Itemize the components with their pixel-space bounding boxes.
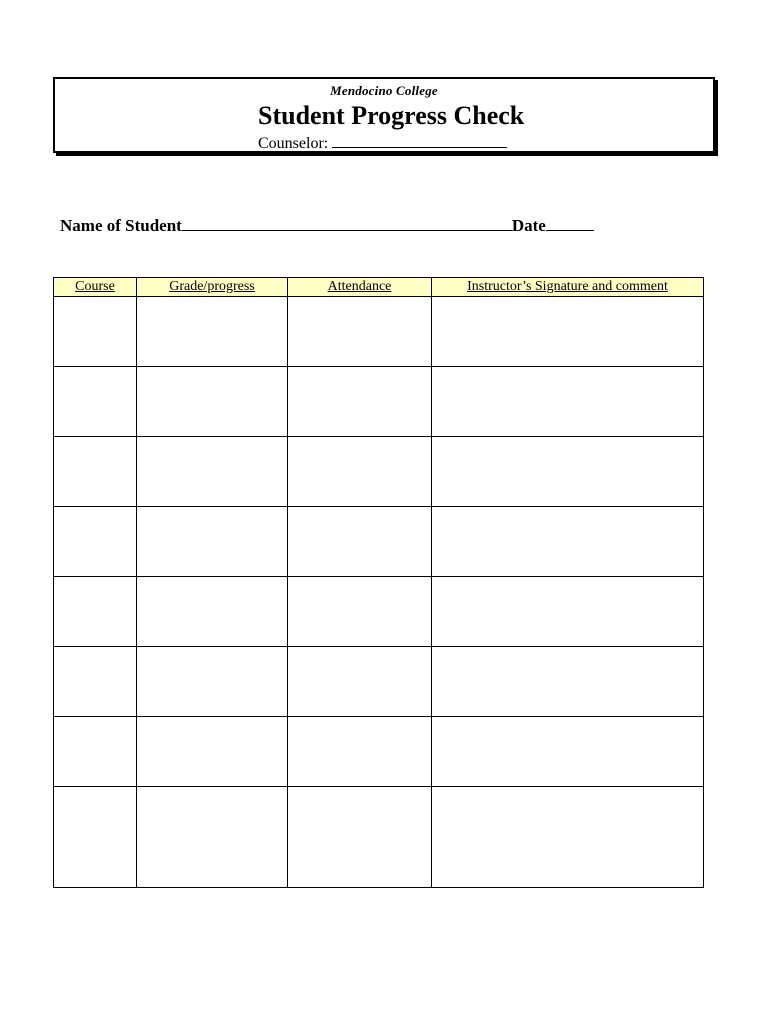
counselor-label: Counselor:: [258, 135, 329, 152]
signature-cell[interactable]: [432, 647, 704, 717]
course-cell[interactable]: [54, 507, 137, 577]
table-row: [54, 437, 704, 507]
table-row: [54, 367, 704, 437]
progress-table: [53, 277, 704, 888]
signature-cell[interactable]: [432, 297, 704, 367]
table-header-row: [54, 278, 704, 297]
table-row: [54, 787, 704, 888]
grade-cell[interactable]: [137, 787, 288, 888]
student-name-blank[interactable]: [182, 216, 512, 231]
attendance-cell[interactable]: [288, 297, 432, 367]
signature-cell[interactable]: [432, 717, 704, 787]
column-header-instructor-signature: Instructor’s Signature and comment: [432, 278, 704, 297]
form-header-box: [53, 77, 715, 153]
signature-cell[interactable]: [432, 507, 704, 577]
student-info-line: [60, 216, 594, 236]
table-row: [54, 297, 704, 367]
course-cell[interactable]: [54, 367, 137, 437]
table-row: [54, 507, 704, 577]
attendance-cell[interactable]: [288, 787, 432, 888]
counselor-field: [258, 134, 507, 153]
counselor-blank[interactable]: [332, 134, 507, 148]
course-cell[interactable]: [54, 297, 137, 367]
column-header-attendance: Attendance: [288, 278, 432, 297]
grade-cell[interactable]: [137, 507, 288, 577]
attendance-cell[interactable]: [288, 437, 432, 507]
course-cell[interactable]: [54, 437, 137, 507]
attendance-cell[interactable]: [288, 507, 432, 577]
attendance-cell[interactable]: [288, 647, 432, 717]
table-row: [54, 717, 704, 787]
college-name: Mendocino College: [330, 83, 438, 98]
grade-cell[interactable]: [137, 647, 288, 717]
form-title: Student Progress Check: [258, 101, 525, 130]
course-cell[interactable]: [54, 577, 137, 647]
student-name-label: Name of Student: [60, 216, 182, 235]
column-header-course: Course: [54, 278, 137, 297]
date-label: Date: [511, 216, 546, 235]
signature-cell[interactable]: [432, 367, 704, 437]
attendance-cell[interactable]: [288, 577, 432, 647]
grade-cell[interactable]: [137, 297, 288, 367]
attendance-cell[interactable]: [288, 717, 432, 787]
signature-cell[interactable]: [432, 787, 704, 888]
signature-cell[interactable]: [432, 577, 704, 647]
signature-cell[interactable]: [432, 437, 704, 507]
column-header-grade-progress: Grade/progress: [137, 278, 288, 297]
date-blank[interactable]: [546, 216, 594, 231]
grade-cell[interactable]: [137, 367, 288, 437]
grade-cell[interactable]: [137, 437, 288, 507]
table-row: [54, 647, 704, 717]
table-row: [54, 577, 704, 647]
course-cell[interactable]: [54, 647, 137, 717]
grade-cell[interactable]: [137, 717, 288, 787]
course-cell[interactable]: [54, 717, 137, 787]
course-cell[interactable]: [54, 787, 137, 888]
attendance-cell[interactable]: [288, 367, 432, 437]
grade-cell[interactable]: [137, 577, 288, 647]
